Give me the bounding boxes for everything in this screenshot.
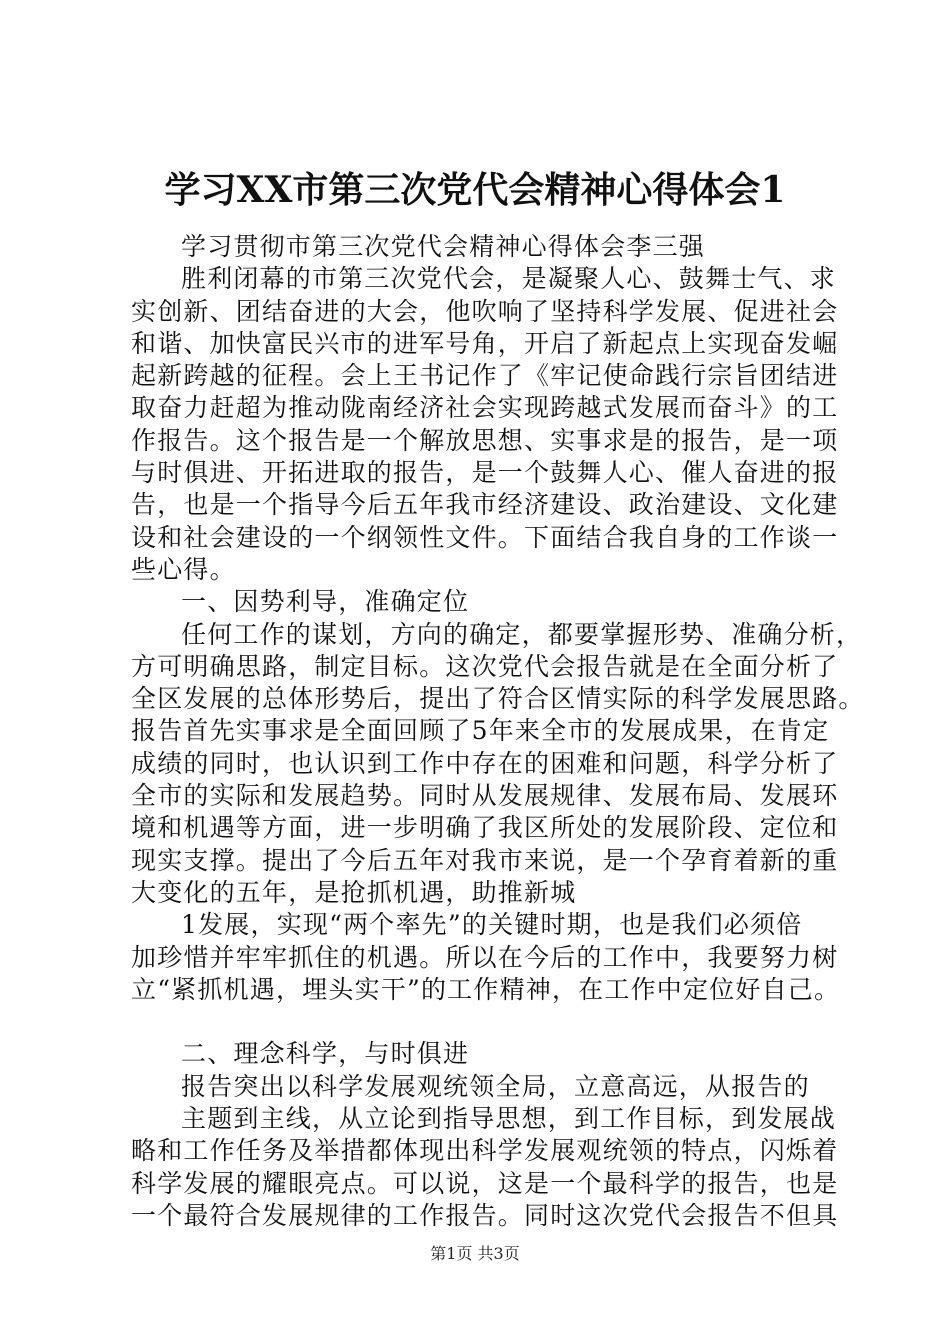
text-line: 1发展，实现“两个率先”的关键时期，也是我们必须倍 (181, 910, 803, 940)
document-title: 学习XX市第三次党代会精神心得体会1 (164, 169, 786, 211)
text-line: 实创新、团结奋进的大会，他吹响了坚持科学发展、促进社会 (131, 296, 839, 326)
text-line: 报告突出以科学发展观统领全局，立意高远，从报告的 (181, 1071, 810, 1101)
text-line: 加珍惜并牢牢抓住的机遇。所以在今后的工作中，我要努力树 (131, 942, 839, 972)
text-line: 告，也是一个指导今后五年我市经济建设、政治建设、文化建 (131, 490, 839, 520)
text-line: 设和社会建设的一个纲领性文件。下面结合我自身的工作谈一 (131, 522, 839, 552)
text-line: 与时俱进、开拓进取的报告，是一个鼓舞人心、催人奋进的报 (131, 458, 839, 488)
text-line: 大变化的五年，是抢抓机遇，助推新城 (131, 877, 577, 907)
text-line: 些心得。 (131, 554, 236, 584)
text-line: 境和机遇等方面，进一步明确了我区所处的发展阶段、定位和 (131, 813, 839, 843)
text-line: 立“紧抓机遇，埋头实干”的工作精神，在工作中定位好自己。 (131, 974, 841, 1004)
text-line: 起新跨越的征程。会上王书记作了《牢记使命践行宗旨团结进 (131, 361, 839, 391)
text-line: 全市的实际和发展趋势。同时从发展规律、发展布局、发展环 (131, 781, 839, 811)
blank-line (131, 1006, 851, 1038)
document-body (131, 231, 865, 1232)
text-line: 全区发展的总体形势后，提出了符合区情实际的科学发展思路。 (131, 684, 865, 714)
text-line: 报告首先实事求是全面回顾了5年来全市的发展成果，在肯定 (131, 716, 830, 746)
text-line: 二、理念科学，与时俱进 (181, 1039, 470, 1069)
text-line: 胜利闭幕的市第三次党代会，是凝聚人心、鼓舞士气、求 (181, 264, 837, 294)
text-line: 方可明确思路，制定目标。这次党代会报告就是在全面分析了 (131, 651, 839, 681)
text-line: 现实支撑。提出了今后五年对我市来说，是一个孕育着新的重 (131, 845, 839, 875)
text-line: 取奋力赶超为推动陇南经济社会实现跨越式发展而奋斗》的工 (131, 393, 839, 423)
page-footer: 第1页 共3页 (430, 1244, 520, 1263)
text-line: 略和工作任务及举措都体现出科学发展观统领的特点，闪烁着 (131, 1136, 839, 1166)
text-line: 一个最符合发展规律的工作报告。同时这次党代会报告不但具 (131, 1200, 839, 1230)
text-line: 和谐、加快富民兴市的进军号角，开启了新起点上实现奋发崛 (131, 328, 839, 358)
text-line: 成绩的同时，也认识到工作中存在的困难和问题，科学分析了 (131, 748, 839, 778)
text-line: 一、因势利导，准确定位 (181, 587, 470, 617)
text-line: 作报告。这个报告是一个解放思想、实事求是的报告，是一项 (131, 425, 839, 455)
text-line: 主题到主线，从立论到指导思想，到工作目标，到发展战 (181, 1104, 837, 1134)
text-line: 任何工作的谋划，方向的确定，都要掌握形势、准确分析， (181, 619, 863, 649)
text-line: 学习贯彻市第三次党代会精神心得体会李三强 (181, 232, 706, 261)
text-line: 科学发展的耀眼亮点。可以说，这是一个最科学的报告，也是 (131, 1168, 839, 1198)
